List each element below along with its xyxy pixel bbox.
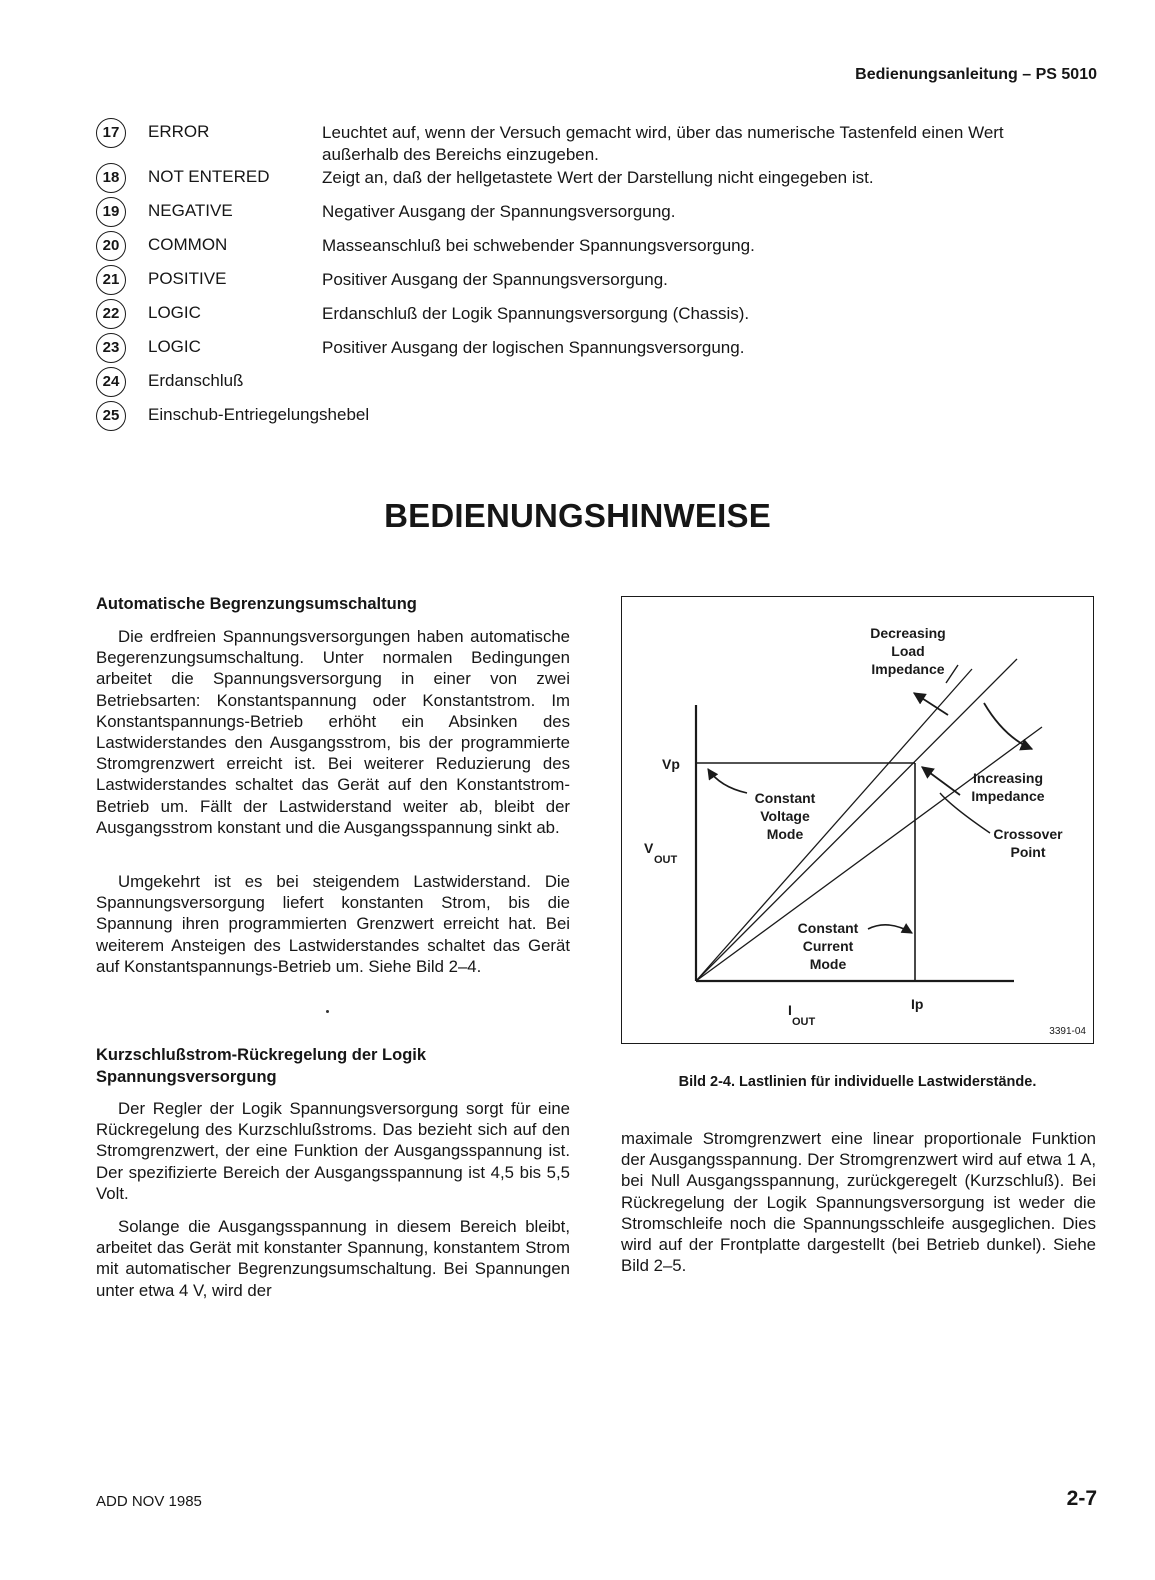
legend-item <box>96 367 1096 401</box>
paragraph: Der Regler der Logik Spannungsversorgung sorgt für eine Rückregelung des Kurzschlußstroms. Das bezieht sich auf den Stromgrenzwert, der eine Funktion der Ausgangsspannung ist. Der spezifizierte Bereich der Ausgangsspannung ist 4,5 bis 5,5 Volt. <box>96 1099 570 1203</box>
constant-current-label: Current <box>802 938 854 954</box>
legend-item <box>96 299 1096 333</box>
item-description: Negativer Ausgang der Spannungsversorgung. <box>322 202 676 221</box>
crossover-label: Point <box>1010 844 1046 860</box>
item-label: POSITIVE <box>148 269 227 288</box>
legend-item <box>96 231 1096 265</box>
paragraph: Solange die Ausgangsspannung in diesem Bereich bleibt, arbeitet das Gerät mit konstanter Spannung, konstantem Strom mit automatischer Begrenzungsumschaltung. Bei Spannungen unter etwa 4 V, wird der <box>96 1217 570 1300</box>
item-description: Masseanschluß bei schwebender Spannungsversorgung. <box>322 236 755 255</box>
item-label: ERROR <box>148 122 210 141</box>
increasing-arrow <box>984 703 1032 749</box>
legend-item <box>96 265 1096 299</box>
section-heading <box>96 1044 570 1088</box>
constant-voltage-label: Mode <box>766 826 804 842</box>
constant-current-label: Constant <box>797 920 859 936</box>
paragraph: Umgekehrt ist es bei steigendem Lastwiderstand. Die Spannungsversorgung liefert konstanten Strom, bis die Spannung ihren programmierten Grenzwert erreicht hat. Bei weiterem Ansteigen des Lastwiderstandes schaltet das Gerät auf Konstantspannungs-Betrieb um. Siehe Bild 2–4. <box>96 872 570 976</box>
item-number: 25 <box>96 401 126 431</box>
page-header: Bedienungsanleitung – PS 5010 <box>855 66 1097 83</box>
legend-item <box>96 401 1096 435</box>
item-description: Erdanschluß der Logik Spannungsversorgung (Chassis). <box>322 304 750 323</box>
item-label: NEGATIVE <box>148 201 233 220</box>
speck-mark <box>326 1010 329 1013</box>
heading-line: Kurzschlußstrom-Rückregelung der Logik <box>96 1046 427 1064</box>
item-description: Leuchtet auf, wenn der Versuch gemacht wird, über das numerische Tastenfeld einen Wert außerhalb des Bereichs einzugeben. <box>322 123 1004 164</box>
legend-item <box>96 118 1096 163</box>
decreasing-label: Load <box>891 643 925 659</box>
increasing-label: Impedance <box>971 788 1045 804</box>
iout-label: I <box>788 1002 792 1018</box>
crossover-arrow <box>922 767 960 795</box>
item-number: 24 <box>96 367 126 397</box>
iout-subscript: OUT <box>792 1016 816 1028</box>
item-number: 23 <box>96 333 126 363</box>
footer-date: ADD NOV 1985 <box>96 1493 202 1510</box>
item-number: 20 <box>96 231 126 261</box>
legend-item <box>96 333 1096 367</box>
decreasing-arrow <box>914 693 948 715</box>
constant-current-arrow <box>868 925 912 933</box>
vp-label: Vp <box>662 756 680 772</box>
paragraph: Die erdfreien Spannungsversorgungen haben automatische Begerenzungsumschaltung. Unter normalen Bedingungen arbeitet die Spannungsversorgung in einer von zwei Betriebsarten: Konstantspannung oder Konstantstrom. Im Konstantspannungs-Betrieb erhöht ein Absinken des Lastwiderstandes den Ausgangsstrom, bis der programmierte Stromgrenzwert erreicht ist. Bei weiterer Reduzierung des Lastwiderstandes schaltet das Gerät auf den Konstantstrom-Betrieb um. Fällt der Lastwiderstand weiter ab, bleibt der Ausgangsstrom konstant und die Ausgangsspannung sinkt ab. <box>96 627 570 837</box>
item-label: COMMON <box>148 235 228 254</box>
item-label: Einschub-Entriegelungshebel <box>148 405 370 424</box>
figure-caption: Bild 2-4. Lastlinien für individuelle Lastwiderstände. <box>678 1074 1037 1090</box>
item-number: 22 <box>96 299 126 329</box>
item-number: 19 <box>96 197 126 227</box>
increasing-label: Increasing <box>972 770 1044 786</box>
item-label: LOGIC <box>148 337 201 356</box>
ip-label: Ip <box>911 996 924 1012</box>
paragraph: maximale Stromgrenzwert eine linear proportionale Funktion der Ausgangsspannung. Der Stromgrenzwert wird auf etwa 1 A, bei Null Ausgangsspannung, zurückgeregelt (Kurzschluß). Bei Rückregelung der Logik Spannungsversorgung ist weder die Stromschleife noch die Spannungsschleife ausgeglichen. Dies wird auf der Frontplatte dargestellt (bei Betrieb dunkel). Siehe Bild 2–5. <box>621 1129 1096 1276</box>
legend-item <box>96 197 1096 231</box>
item-label: LOGIC <box>148 303 201 322</box>
crossover-label: Crossover <box>993 826 1063 842</box>
item-number: 18 <box>96 163 126 193</box>
figure-code: 3391-04 <box>1049 1026 1086 1037</box>
item-description: Zeigt an, daß der hellgetastete Wert der Darstellung nicht eingegeben ist. <box>322 168 874 187</box>
vout-subscript: OUT <box>654 854 678 866</box>
constant-current-label: Mode <box>809 956 847 972</box>
item-description: Positiver Ausgang der Spannungsversorgung. <box>322 270 668 289</box>
section-title: BEDIENUNGSHINWEISE <box>384 497 771 534</box>
item-description: Positiver Ausgang der logischen Spannungsversorgung. <box>322 338 745 357</box>
constant-voltage-arrow <box>708 769 747 793</box>
legend-item <box>96 163 1096 197</box>
figure-load-lines <box>621 596 1094 1044</box>
item-label: Erdanschluß <box>148 371 244 390</box>
constant-voltage-label: Voltage <box>760 808 810 824</box>
section-heading: Automatische Begrenzungsumschaltung <box>96 595 417 613</box>
page-number: 2-7 <box>1066 1487 1097 1510</box>
decreasing-label: Impedance <box>871 661 945 677</box>
item-number: 17 <box>96 118 126 148</box>
load-line-high <box>696 727 1045 981</box>
decreasing-leader <box>946 665 958 683</box>
item-number: 21 <box>96 265 126 295</box>
load-line-diagram <box>622 597 1095 1045</box>
heading-line: Spannungsversorgung <box>96 1068 277 1086</box>
item-label: NOT ENTERED <box>148 167 270 186</box>
constant-voltage-label: Constant <box>754 790 816 806</box>
control-legend <box>96 118 1096 435</box>
vout-label: V <box>644 840 654 856</box>
decreasing-label: Decreasing <box>870 625 946 641</box>
